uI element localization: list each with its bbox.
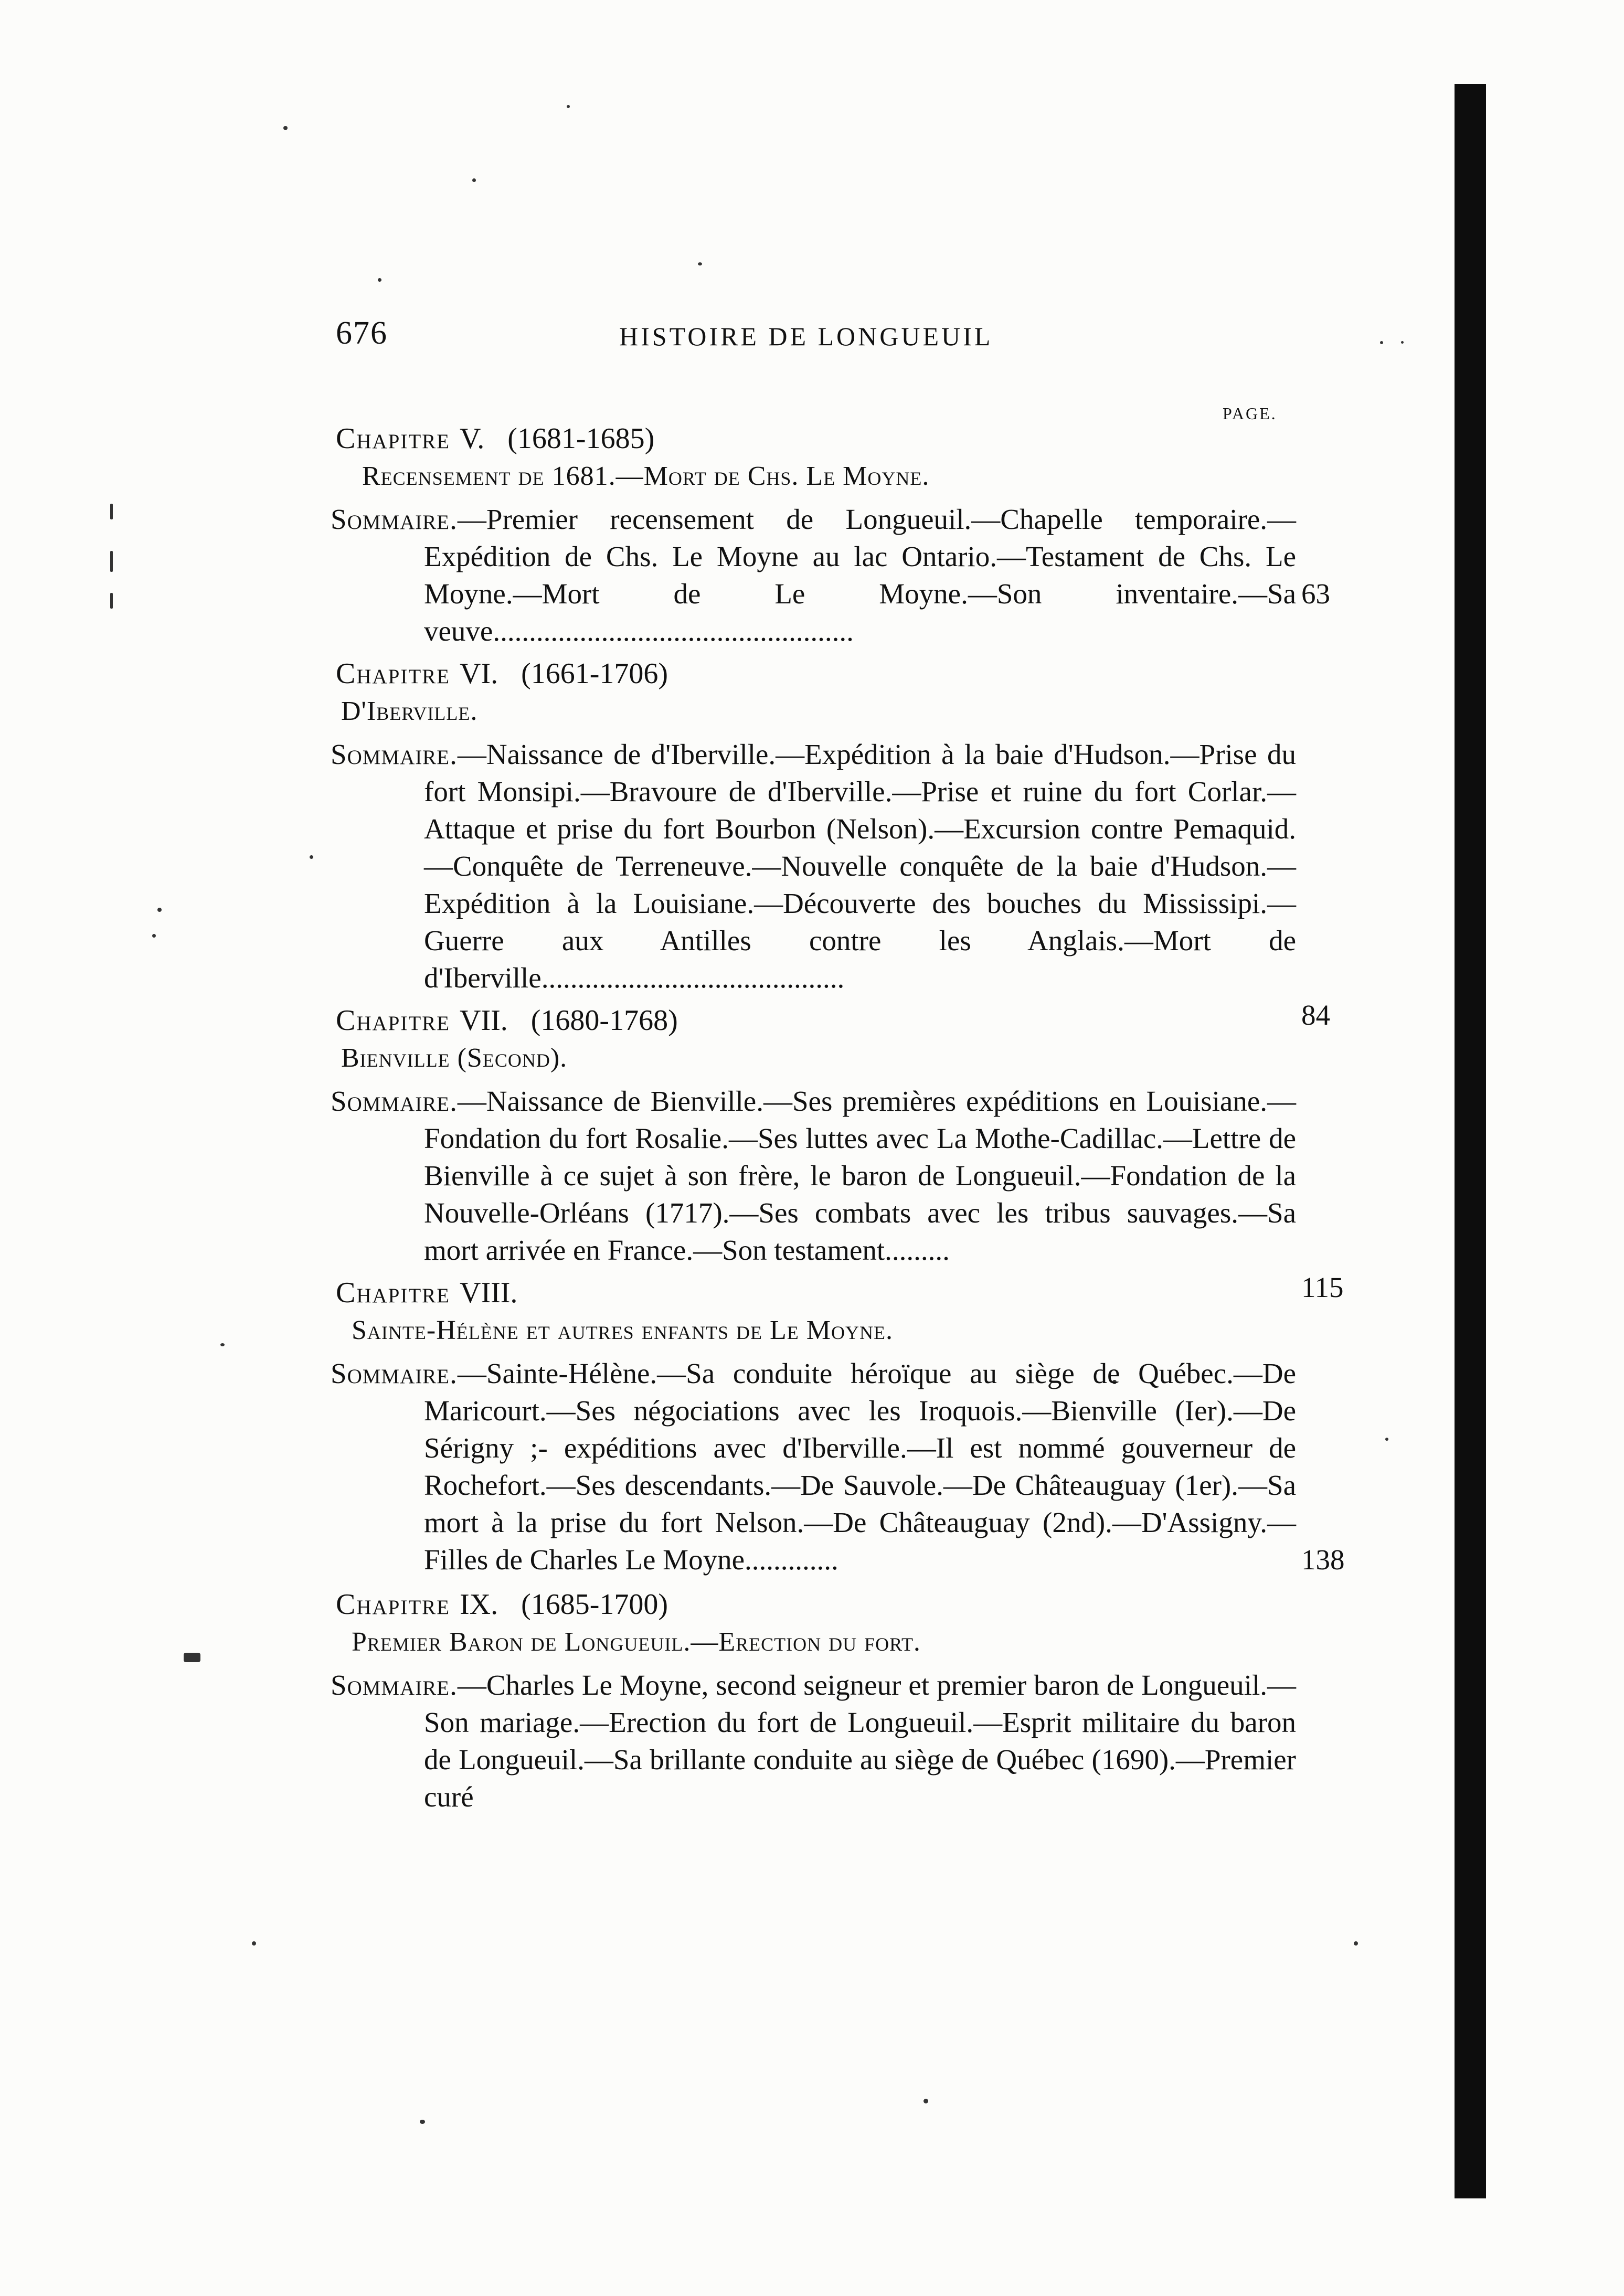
scan-speck xyxy=(924,2099,928,2103)
chapter-dates: (1680-1768) xyxy=(530,1004,678,1037)
chapter-summary xyxy=(331,736,1296,996)
chapter-summary xyxy=(331,1666,1296,1815)
chapter-label: Chapitre xyxy=(336,1277,451,1309)
scan-binding-edge xyxy=(1455,84,1486,2198)
chapter-title: D'Iberville. xyxy=(341,696,478,726)
chapter-number: V. xyxy=(460,422,485,455)
chapter-dates: (1681-1685) xyxy=(507,422,655,455)
chapter-title: Sainte-Hélène et autres enfants de Le Moyne. xyxy=(352,1315,894,1345)
chapter-number: VII. xyxy=(460,1004,508,1037)
summary-text: —Naissance de d'Iberville.—Expédition à la baie d'Hudson.—Prise du fort Monsipi.—Bravoure de d'Iberville.—Prise et ruine du fort Corlar.—Attaque et prise du fort Bourbon (Nelson).—Excursion contre Pemaquid.—Conquête de Terreneuve.—Nouvelle conquête de la baie d'Hudson.—Expédition à la Louisiane.—Découverte des bouches du Mississipi.—Guerre aux Antilles contre les Anglais.—Mort de d'Iberville.......................................... xyxy=(424,738,1296,994)
scan-speck xyxy=(220,1343,225,1346)
chapter-title: Premier Baron de Longueuil.—Erection du fort. xyxy=(352,1627,921,1657)
scan-speck xyxy=(283,126,288,130)
scan-speck xyxy=(420,2120,425,2124)
scan-speck xyxy=(1401,341,1404,344)
chapter-title: Bienville (Second). xyxy=(341,1043,568,1073)
chapter-label: Chapitre xyxy=(336,1004,451,1037)
chapter-heading xyxy=(336,1002,1296,1039)
chapter-label: Chapitre xyxy=(336,422,451,455)
scan-speck xyxy=(110,504,113,519)
page-reference: 63 xyxy=(1301,578,1330,610)
chapter-heading xyxy=(336,1586,1296,1623)
chapter-summary xyxy=(331,1355,1296,1578)
chapter-entry xyxy=(331,1586,1296,1815)
scan-speck xyxy=(567,105,570,108)
scan-speck xyxy=(1385,1438,1388,1441)
chapter-label: Chapitre xyxy=(336,1588,451,1621)
chapter-heading xyxy=(336,1274,1296,1312)
page-number: 676 xyxy=(336,315,388,351)
scan-speck xyxy=(184,1653,200,1662)
summary-text: —Naissance de Bienville.—Ses premières expéditions en Louisiane.—Fondation du fort Rosalie.—Ses luttes avec La Mothe-Cadillac.—Lettre de Bienville à ce sujet à son frère, le baron de Longueuil.—Fondation de la Nouvelle-Orléans (1717).—Ses combats avec les tribus sauvages.—Sa mort arrivée en France.—Son testament......... xyxy=(424,1085,1296,1266)
chapter-heading xyxy=(336,420,1296,458)
summary-text: —Premier recensement de Longueuil.—Chapelle temporaire.—Expédition de Chs. Le Moyne au lac Ontario.—Testament de Chs. Le Moyne.—Mort de Le Moyne.—Son inventaire.—Sa veuve.................................................. xyxy=(424,503,1296,647)
scan-speck xyxy=(378,278,381,282)
chapter-dates: (1685-1700) xyxy=(521,1588,668,1621)
chapter-title: Recensement de 1681.—Mort de Chs. Le Moyne. xyxy=(362,461,930,491)
summary-text: —Sainte-Hélène.—Sa conduite héroïque au siège de Québec.—De Maricourt.—Ses négociations avec les Iroquois.—Bienville (Ier).—De Sérigny ;- expéditions avec d'Iberville.—Il est nommé gouverneur de Rochefort.—Ses descendants.—De Sauvole.—De Châteauguay (1er).—Sa mort à la prise du fort Nelson.—De Châteauguay (2nd).—D'Assigny.—Filles de Charles Le Moyne............. xyxy=(424,1357,1296,1576)
chapter-entry xyxy=(331,420,1330,650)
scan-speck xyxy=(472,178,476,182)
page-reference: 115 xyxy=(1301,1271,1344,1303)
summary-label: Sommaire. xyxy=(331,738,458,770)
scan-speck xyxy=(110,593,113,609)
scan-speck xyxy=(698,262,702,265)
table-of-contents xyxy=(331,420,1345,1821)
chapter-dates: (1661-1706) xyxy=(521,657,668,690)
scan-speck xyxy=(252,1941,256,1946)
summary-label: Sommaire. xyxy=(331,1085,458,1117)
scan-speck xyxy=(110,551,113,572)
page-reference: 138 xyxy=(1301,1544,1345,1576)
chapter-heading xyxy=(336,655,1296,693)
page-header xyxy=(336,315,1364,362)
chapter-summary xyxy=(331,1082,1296,1269)
scan-speck xyxy=(1354,1941,1358,1946)
scan-speck xyxy=(152,934,156,938)
chapter-number: VIII. xyxy=(460,1277,518,1309)
chapter-number: IX. xyxy=(460,1588,498,1621)
summary-label: Sommaire. xyxy=(331,1357,458,1389)
summary-label: Sommaire. xyxy=(331,503,458,535)
summary-label: Sommaire. xyxy=(331,1669,458,1701)
scan-speck xyxy=(157,908,162,912)
summary-text: —Charles Le Moyne, second seigneur et premier baron de Longueuil.—Son mariage.—Erection du fort de Longueuil.—Esprit militaire du baron de Longueuil.—Sa brillante conduite au siège de Québec (1690).—Premier curé xyxy=(424,1669,1296,1813)
page-column-label: PAGE. xyxy=(1223,404,1277,423)
scan-speck xyxy=(310,855,313,859)
chapter-number: VI. xyxy=(460,657,498,690)
chapter-summary xyxy=(331,501,1296,650)
chapter-label: Chapitre xyxy=(336,657,451,690)
page-reference: 84 xyxy=(1301,999,1330,1031)
running-title: HISTOIRE DE LONGUEUIL xyxy=(619,322,993,351)
scan-speck xyxy=(1380,341,1383,344)
